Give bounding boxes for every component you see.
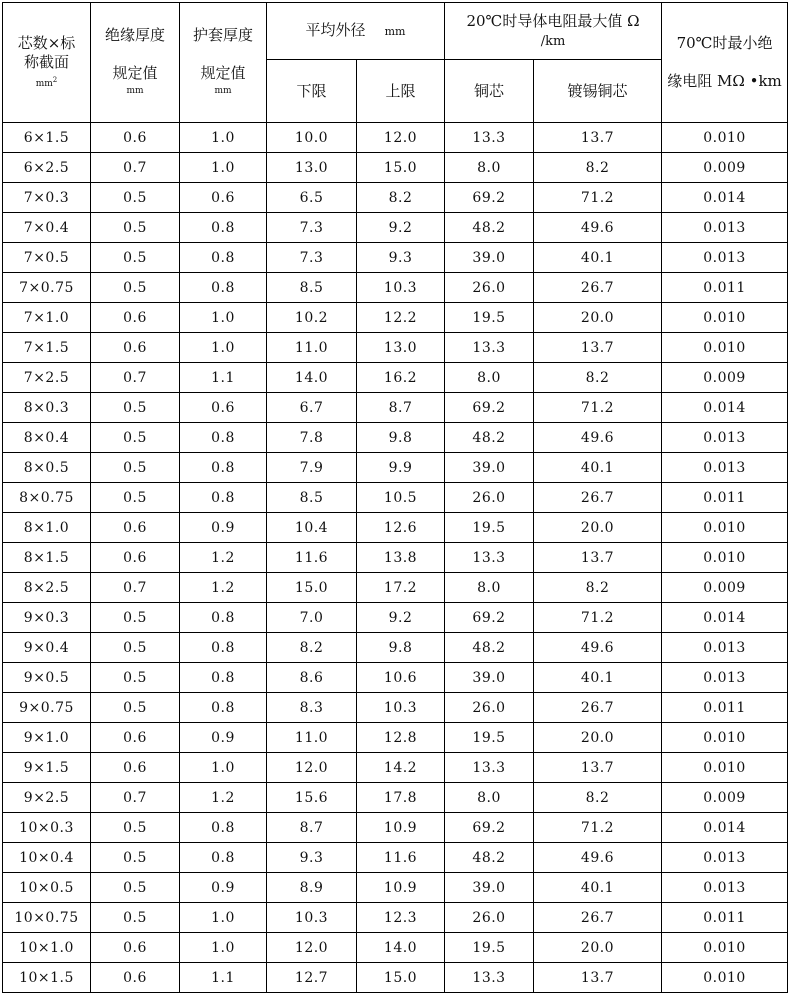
cell-diameter-upper: 11.6 bbox=[357, 843, 445, 873]
cell-resistance-tinned: 13.7 bbox=[534, 123, 662, 153]
cell-resistance-copper: 26.0 bbox=[445, 273, 534, 303]
cell-diameter-lower: 8.9 bbox=[267, 873, 357, 903]
cell-resistance-copper: 13.3 bbox=[445, 963, 534, 993]
cell-insulation-resistance: 0.013 bbox=[662, 213, 788, 243]
cell-sheath: 0.8 bbox=[180, 633, 267, 663]
cell-insulation: 0.5 bbox=[91, 633, 180, 663]
table-body bbox=[3, 123, 788, 993]
cell-resistance-tinned: 40.1 bbox=[534, 243, 662, 273]
cell-resistance-copper: 39.0 bbox=[445, 663, 534, 693]
cell-diameter-lower: 8.5 bbox=[267, 483, 357, 513]
header-insres-line2: 缘电阻 MΩ •km bbox=[667, 72, 782, 90]
cell-resistance-tinned: 13.7 bbox=[534, 333, 662, 363]
cell-insulation-resistance: 0.013 bbox=[662, 663, 788, 693]
cell-resistance-copper: 48.2 bbox=[445, 633, 534, 663]
cell-diameter-upper: 17.2 bbox=[357, 573, 445, 603]
table-row bbox=[3, 843, 788, 873]
cell-insulation-resistance: 0.010 bbox=[662, 933, 788, 963]
cell-core-section: 9×2.5 bbox=[3, 783, 91, 813]
header-core-line2: 称截面 bbox=[23, 52, 69, 71]
cell-diameter-upper: 10.5 bbox=[357, 483, 445, 513]
table-row bbox=[3, 753, 788, 783]
cell-resistance-tinned: 40.1 bbox=[534, 873, 662, 903]
cell-resistance-tinned: 49.6 bbox=[534, 423, 662, 453]
cell-diameter-lower: 7.9 bbox=[267, 453, 357, 483]
cell-diameter-upper: 15.0 bbox=[357, 963, 445, 993]
cell-diameter-upper: 9.8 bbox=[357, 423, 445, 453]
cell-resistance-copper: 8.0 bbox=[445, 363, 534, 393]
table-row bbox=[3, 783, 788, 813]
cell-diameter-lower: 8.6 bbox=[267, 663, 357, 693]
cable-spec-table bbox=[2, 2, 788, 993]
cell-resistance-tinned: 20.0 bbox=[534, 513, 662, 543]
table-row bbox=[3, 123, 788, 153]
cell-core-section: 8×2.5 bbox=[3, 573, 91, 603]
cell-insulation-resistance: 0.013 bbox=[662, 633, 788, 663]
cell-resistance-tinned: 20.0 bbox=[534, 933, 662, 963]
table-row bbox=[3, 483, 788, 513]
table-row bbox=[3, 153, 788, 183]
cell-diameter-lower: 8.5 bbox=[267, 273, 357, 303]
cell-resistance-copper: 39.0 bbox=[445, 243, 534, 273]
cell-resistance-copper: 13.3 bbox=[445, 123, 534, 153]
cell-sheath: 1.2 bbox=[180, 543, 267, 573]
cell-insulation: 0.5 bbox=[91, 393, 180, 423]
cell-core-section: 8×1.5 bbox=[3, 543, 91, 573]
header-insulation-title: 绝缘厚度 bbox=[104, 26, 165, 44]
cell-insulation: 0.5 bbox=[91, 693, 180, 723]
cell-diameter-lower: 15.6 bbox=[267, 783, 357, 813]
cell-diameter-lower: 7.8 bbox=[267, 423, 357, 453]
table-row bbox=[3, 573, 788, 603]
cell-insulation-resistance: 0.013 bbox=[662, 453, 788, 483]
cell-insulation: 0.6 bbox=[91, 753, 180, 783]
cell-resistance-tinned: 13.7 bbox=[534, 753, 662, 783]
cell-insulation-resistance: 0.011 bbox=[662, 273, 788, 303]
cell-core-section: 8×0.5 bbox=[3, 453, 91, 483]
cell-diameter-lower: 10.3 bbox=[267, 903, 357, 933]
table-row bbox=[3, 363, 788, 393]
cell-sheath: 1.0 bbox=[180, 123, 267, 153]
cell-core-section: 10×0.4 bbox=[3, 843, 91, 873]
cell-resistance-copper: 19.5 bbox=[445, 933, 534, 963]
cell-diameter-upper: 13.8 bbox=[357, 543, 445, 573]
cell-insulation: 0.6 bbox=[91, 963, 180, 993]
header-insulation-sub: 规定值 bbox=[112, 64, 158, 82]
cell-resistance-copper: 13.3 bbox=[445, 543, 534, 573]
cell-sheath: 0.8 bbox=[180, 843, 267, 873]
cell-insulation: 0.5 bbox=[91, 483, 180, 513]
cell-diameter-lower: 6.7 bbox=[267, 393, 357, 423]
cell-insulation: 0.5 bbox=[91, 243, 180, 273]
header-core-line1: 芯数×标 bbox=[17, 33, 76, 52]
cell-sheath: 0.9 bbox=[180, 723, 267, 753]
cell-sheath: 1.2 bbox=[180, 573, 267, 603]
cell-insulation-resistance: 0.009 bbox=[662, 573, 788, 603]
cell-insulation-resistance: 0.011 bbox=[662, 903, 788, 933]
cell-diameter-upper: 12.3 bbox=[357, 903, 445, 933]
header-resistance-unit: /km bbox=[540, 33, 566, 49]
cell-insulation: 0.6 bbox=[91, 543, 180, 573]
cell-diameter-lower: 7.3 bbox=[267, 243, 357, 273]
cell-diameter-upper: 9.8 bbox=[357, 633, 445, 663]
cell-sheath: 0.8 bbox=[180, 663, 267, 693]
header-core-unit: $mm^2$ bbox=[35, 75, 58, 89]
table-row bbox=[3, 963, 788, 993]
cell-diameter-upper: 10.9 bbox=[357, 813, 445, 843]
cell-diameter-upper: 9.2 bbox=[357, 213, 445, 243]
cell-core-section: 9×1.0 bbox=[3, 723, 91, 753]
cell-sheath: 0.8 bbox=[180, 813, 267, 843]
cell-insulation-resistance: 0.010 bbox=[662, 963, 788, 993]
table-row bbox=[3, 303, 788, 333]
table-row bbox=[3, 393, 788, 423]
cell-insulation-resistance: 0.013 bbox=[662, 873, 788, 903]
cell-core-section: 7×1.5 bbox=[3, 333, 91, 363]
table-row bbox=[3, 513, 788, 543]
table-row bbox=[3, 243, 788, 273]
cell-core-section: 10×0.75 bbox=[3, 903, 91, 933]
cell-insulation-resistance: 0.014 bbox=[662, 813, 788, 843]
cell-resistance-copper: 48.2 bbox=[445, 213, 534, 243]
cell-sheath: 1.0 bbox=[180, 753, 267, 783]
cell-sheath: 1.2 bbox=[180, 783, 267, 813]
cell-resistance-copper: 48.2 bbox=[445, 843, 534, 873]
cell-diameter-lower: 10.2 bbox=[267, 303, 357, 333]
cell-insulation-resistance: 0.010 bbox=[662, 303, 788, 333]
table-row bbox=[3, 213, 788, 243]
cell-core-section: 7×0.75 bbox=[3, 273, 91, 303]
cell-core-section: 7×1.0 bbox=[3, 303, 91, 333]
cell-diameter-lower: 11.0 bbox=[267, 333, 357, 363]
header-conductor-resistance bbox=[445, 3, 662, 60]
cell-insulation: 0.5 bbox=[91, 873, 180, 903]
cell-diameter-upper: 13.0 bbox=[357, 333, 445, 363]
cell-core-section: 7×2.5 bbox=[3, 363, 91, 393]
header-insulation-thickness bbox=[91, 3, 180, 123]
cell-core-section: 9×0.3 bbox=[3, 603, 91, 633]
table-row bbox=[3, 633, 788, 663]
header-resistance-copper: 铜芯 bbox=[445, 60, 534, 123]
cell-sheath: 1.0 bbox=[180, 153, 267, 183]
cell-insulation-resistance: 0.009 bbox=[662, 153, 788, 183]
cell-resistance-copper: 26.0 bbox=[445, 693, 534, 723]
cell-diameter-lower: 8.2 bbox=[267, 633, 357, 663]
cell-diameter-lower: 10.0 bbox=[267, 123, 357, 153]
cell-insulation: 0.7 bbox=[91, 363, 180, 393]
cell-insulation-resistance: 0.010 bbox=[662, 333, 788, 363]
cell-resistance-tinned: 26.7 bbox=[534, 483, 662, 513]
header-sheath-thickness bbox=[180, 3, 267, 123]
cell-sheath: 0.8 bbox=[180, 213, 267, 243]
cell-insulation: 0.7 bbox=[91, 573, 180, 603]
header-sheath-unit: mm bbox=[214, 86, 232, 96]
cell-insulation: 0.5 bbox=[91, 213, 180, 243]
cell-insulation-resistance: 0.013 bbox=[662, 243, 788, 273]
cell-core-section: 6×1.5 bbox=[3, 123, 91, 153]
cell-diameter-lower: 11.0 bbox=[267, 723, 357, 753]
cell-diameter-upper: 16.2 bbox=[357, 363, 445, 393]
cell-diameter-lower: 15.0 bbox=[267, 573, 357, 603]
cell-diameter-lower: 7.3 bbox=[267, 213, 357, 243]
cell-insulation-resistance: 0.010 bbox=[662, 543, 788, 573]
cell-sheath: 1.1 bbox=[180, 963, 267, 993]
cell-resistance-copper: 8.0 bbox=[445, 573, 534, 603]
cell-insulation: 0.6 bbox=[91, 723, 180, 753]
cell-resistance-tinned: 26.7 bbox=[534, 273, 662, 303]
cell-resistance-copper: 48.2 bbox=[445, 423, 534, 453]
table-row bbox=[3, 723, 788, 753]
cell-diameter-upper: 10.3 bbox=[357, 693, 445, 723]
header-resistance-title: 20℃时导体电阻最大值 Ω bbox=[466, 11, 640, 30]
cell-resistance-copper: 69.2 bbox=[445, 393, 534, 423]
cell-diameter-lower: 13.0 bbox=[267, 153, 357, 183]
cell-resistance-copper: 69.2 bbox=[445, 813, 534, 843]
cell-resistance-tinned: 71.2 bbox=[534, 183, 662, 213]
cell-diameter-upper: 8.2 bbox=[357, 183, 445, 213]
header-diameter-lower: 下限 bbox=[267, 60, 357, 123]
cell-insulation-resistance: 0.010 bbox=[662, 513, 788, 543]
cell-core-section: 8×0.3 bbox=[3, 393, 91, 423]
cell-insulation: 0.6 bbox=[91, 123, 180, 153]
cell-sheath: 1.0 bbox=[180, 303, 267, 333]
cell-core-section: 9×0.75 bbox=[3, 693, 91, 723]
cell-resistance-copper: 19.5 bbox=[445, 723, 534, 753]
header-diameter-title: 平均外径 bbox=[305, 21, 366, 39]
cell-resistance-tinned: 71.2 bbox=[534, 603, 662, 633]
header-sheath-sub: 规定值 bbox=[200, 64, 246, 82]
cell-sheath: 0.6 bbox=[180, 183, 267, 213]
cell-core-section: 7×0.3 bbox=[3, 183, 91, 213]
cell-sheath: 0.8 bbox=[180, 273, 267, 303]
cell-resistance-copper: 13.3 bbox=[445, 753, 534, 783]
header-core-section bbox=[3, 3, 91, 123]
cell-insulation-resistance: 0.011 bbox=[662, 693, 788, 723]
cell-core-section: 8×1.0 bbox=[3, 513, 91, 543]
cell-sheath: 0.8 bbox=[180, 693, 267, 723]
header-insres-line1: 70℃时最小绝 bbox=[676, 34, 773, 52]
cell-sheath: 1.0 bbox=[180, 933, 267, 963]
cell-resistance-tinned: 8.2 bbox=[534, 783, 662, 813]
cell-sheath: 0.9 bbox=[180, 873, 267, 903]
cell-core-section: 7×0.5 bbox=[3, 243, 91, 273]
cell-sheath: 0.8 bbox=[180, 453, 267, 483]
cell-diameter-lower: 14.0 bbox=[267, 363, 357, 393]
cell-sheath: 0.8 bbox=[180, 483, 267, 513]
cell-diameter-upper: 12.2 bbox=[357, 303, 445, 333]
cell-insulation-resistance: 0.010 bbox=[662, 723, 788, 753]
cell-insulation-resistance: 0.011 bbox=[662, 483, 788, 513]
cell-resistance-copper: 19.5 bbox=[445, 303, 534, 333]
cell-resistance-tinned: 49.6 bbox=[534, 633, 662, 663]
table-header bbox=[3, 3, 788, 123]
cell-insulation: 0.5 bbox=[91, 183, 180, 213]
table-row bbox=[3, 273, 788, 303]
cell-resistance-copper: 8.0 bbox=[445, 153, 534, 183]
cell-resistance-copper: 8.0 bbox=[445, 783, 534, 813]
cell-sheath: 0.8 bbox=[180, 423, 267, 453]
cell-diameter-lower: 8.7 bbox=[267, 813, 357, 843]
cell-core-section: 7×0.4 bbox=[3, 213, 91, 243]
cell-resistance-tinned: 49.6 bbox=[534, 843, 662, 873]
cell-resistance-copper: 26.0 bbox=[445, 483, 534, 513]
cell-diameter-upper: 14.0 bbox=[357, 933, 445, 963]
cell-insulation: 0.5 bbox=[91, 663, 180, 693]
cell-resistance-tinned: 26.7 bbox=[534, 903, 662, 933]
cell-diameter-lower: 12.7 bbox=[267, 963, 357, 993]
cell-core-section: 10×1.5 bbox=[3, 963, 91, 993]
cell-diameter-upper: 12.6 bbox=[357, 513, 445, 543]
cell-diameter-upper: 9.2 bbox=[357, 603, 445, 633]
cell-sheath: 1.1 bbox=[180, 363, 267, 393]
cell-insulation: 0.5 bbox=[91, 603, 180, 633]
cell-resistance-tinned: 13.7 bbox=[534, 963, 662, 993]
cell-resistance-tinned: 40.1 bbox=[534, 453, 662, 483]
header-insulation-unit: mm bbox=[126, 86, 144, 96]
cell-insulation: 0.6 bbox=[91, 513, 180, 543]
cell-diameter-upper: 9.9 bbox=[357, 453, 445, 483]
cell-insulation-resistance: 0.013 bbox=[662, 843, 788, 873]
cell-resistance-copper: 13.3 bbox=[445, 333, 534, 363]
cell-core-section: 10×0.3 bbox=[3, 813, 91, 843]
cell-resistance-tinned: 40.1 bbox=[534, 663, 662, 693]
table-row bbox=[3, 903, 788, 933]
cell-diameter-upper: 14.2 bbox=[357, 753, 445, 783]
cell-resistance-copper: 39.0 bbox=[445, 873, 534, 903]
cell-insulation-resistance: 0.009 bbox=[662, 783, 788, 813]
cell-diameter-lower: 12.0 bbox=[267, 933, 357, 963]
cell-resistance-tinned: 20.0 bbox=[534, 723, 662, 753]
table-row bbox=[3, 813, 788, 843]
cell-resistance-tinned: 26.7 bbox=[534, 693, 662, 723]
cell-insulation: 0.5 bbox=[91, 423, 180, 453]
cell-insulation-resistance: 0.010 bbox=[662, 123, 788, 153]
cell-diameter-upper: 12.0 bbox=[357, 123, 445, 153]
cell-insulation: 0.6 bbox=[91, 333, 180, 363]
cell-sheath: 0.9 bbox=[180, 513, 267, 543]
cell-insulation: 0.5 bbox=[91, 903, 180, 933]
cell-resistance-tinned: 8.2 bbox=[534, 573, 662, 603]
table-row bbox=[3, 933, 788, 963]
cell-core-section: 6×2.5 bbox=[3, 153, 91, 183]
cell-insulation-resistance: 0.014 bbox=[662, 393, 788, 423]
cell-insulation-resistance: 0.014 bbox=[662, 183, 788, 213]
table-row bbox=[3, 183, 788, 213]
cell-diameter-upper: 10.9 bbox=[357, 873, 445, 903]
table-row bbox=[3, 873, 788, 903]
cell-sheath: 0.8 bbox=[180, 603, 267, 633]
cell-core-section: 9×0.5 bbox=[3, 663, 91, 693]
header-resistance-tinned: 镀锡铜芯 bbox=[534, 60, 662, 123]
header-diameter-unit: mm bbox=[384, 25, 406, 38]
cell-core-section: 10×0.5 bbox=[3, 873, 91, 903]
cell-sheath: 1.0 bbox=[180, 903, 267, 933]
cell-diameter-upper: 9.3 bbox=[357, 243, 445, 273]
cell-sheath: 0.8 bbox=[180, 243, 267, 273]
header-mean-diameter bbox=[267, 3, 445, 60]
cell-resistance-tinned: 49.6 bbox=[534, 213, 662, 243]
cell-core-section: 8×0.75 bbox=[3, 483, 91, 513]
cell-insulation: 0.5 bbox=[91, 843, 180, 873]
cell-diameter-upper: 17.8 bbox=[357, 783, 445, 813]
cell-sheath: 1.0 bbox=[180, 333, 267, 363]
cell-resistance-copper: 39.0 bbox=[445, 453, 534, 483]
table-row bbox=[3, 333, 788, 363]
cell-insulation: 0.7 bbox=[91, 153, 180, 183]
cell-core-section: 9×0.4 bbox=[3, 633, 91, 663]
cell-insulation: 0.6 bbox=[91, 933, 180, 963]
cell-resistance-copper: 26.0 bbox=[445, 903, 534, 933]
cell-resistance-tinned: 13.7 bbox=[534, 543, 662, 573]
table-row bbox=[3, 663, 788, 693]
cell-resistance-tinned: 20.0 bbox=[534, 303, 662, 333]
cell-diameter-upper: 8.7 bbox=[357, 393, 445, 423]
cell-diameter-lower: 8.3 bbox=[267, 693, 357, 723]
cell-resistance-tinned: 8.2 bbox=[534, 363, 662, 393]
cell-diameter-lower: 12.0 bbox=[267, 753, 357, 783]
table-row bbox=[3, 543, 788, 573]
cell-insulation-resistance: 0.010 bbox=[662, 753, 788, 783]
cell-insulation-resistance: 0.009 bbox=[662, 363, 788, 393]
table-row bbox=[3, 693, 788, 723]
header-sheath-title: 护套厚度 bbox=[192, 26, 253, 44]
cell-diameter-upper: 12.8 bbox=[357, 723, 445, 753]
table-row bbox=[3, 453, 788, 483]
cell-resistance-tinned: 71.2 bbox=[534, 813, 662, 843]
cell-diameter-upper: 10.3 bbox=[357, 273, 445, 303]
cell-insulation: 0.5 bbox=[91, 813, 180, 843]
table-row bbox=[3, 423, 788, 453]
header-diameter-upper: 上限 bbox=[357, 60, 445, 123]
cell-diameter-upper: 15.0 bbox=[357, 153, 445, 183]
cable-spec-sheet bbox=[2, 2, 787, 993]
cell-sheath: 0.6 bbox=[180, 393, 267, 423]
cell-diameter-lower: 9.3 bbox=[267, 843, 357, 873]
cell-resistance-tinned: 8.2 bbox=[534, 153, 662, 183]
cell-diameter-lower: 10.4 bbox=[267, 513, 357, 543]
cell-insulation: 0.7 bbox=[91, 783, 180, 813]
cell-insulation-resistance: 0.013 bbox=[662, 423, 788, 453]
cell-insulation: 0.6 bbox=[91, 303, 180, 333]
cell-insulation-resistance: 0.014 bbox=[662, 603, 788, 633]
cell-insulation: 0.5 bbox=[91, 273, 180, 303]
cell-resistance-copper: 69.2 bbox=[445, 183, 534, 213]
cell-diameter-lower: 6.5 bbox=[267, 183, 357, 213]
header-insulation-resistance bbox=[662, 3, 788, 123]
cell-resistance-copper: 19.5 bbox=[445, 513, 534, 543]
cell-insulation: 0.5 bbox=[91, 453, 180, 483]
table-row bbox=[3, 603, 788, 633]
cell-core-section: 10×1.0 bbox=[3, 933, 91, 963]
cell-resistance-tinned: 71.2 bbox=[534, 393, 662, 423]
cell-diameter-upper: 10.6 bbox=[357, 663, 445, 693]
cell-resistance-copper: 69.2 bbox=[445, 603, 534, 633]
cell-core-section: 8×0.4 bbox=[3, 423, 91, 453]
cell-diameter-lower: 7.0 bbox=[267, 603, 357, 633]
cell-diameter-lower: 11.6 bbox=[267, 543, 357, 573]
cell-core-section: 9×1.5 bbox=[3, 753, 91, 783]
